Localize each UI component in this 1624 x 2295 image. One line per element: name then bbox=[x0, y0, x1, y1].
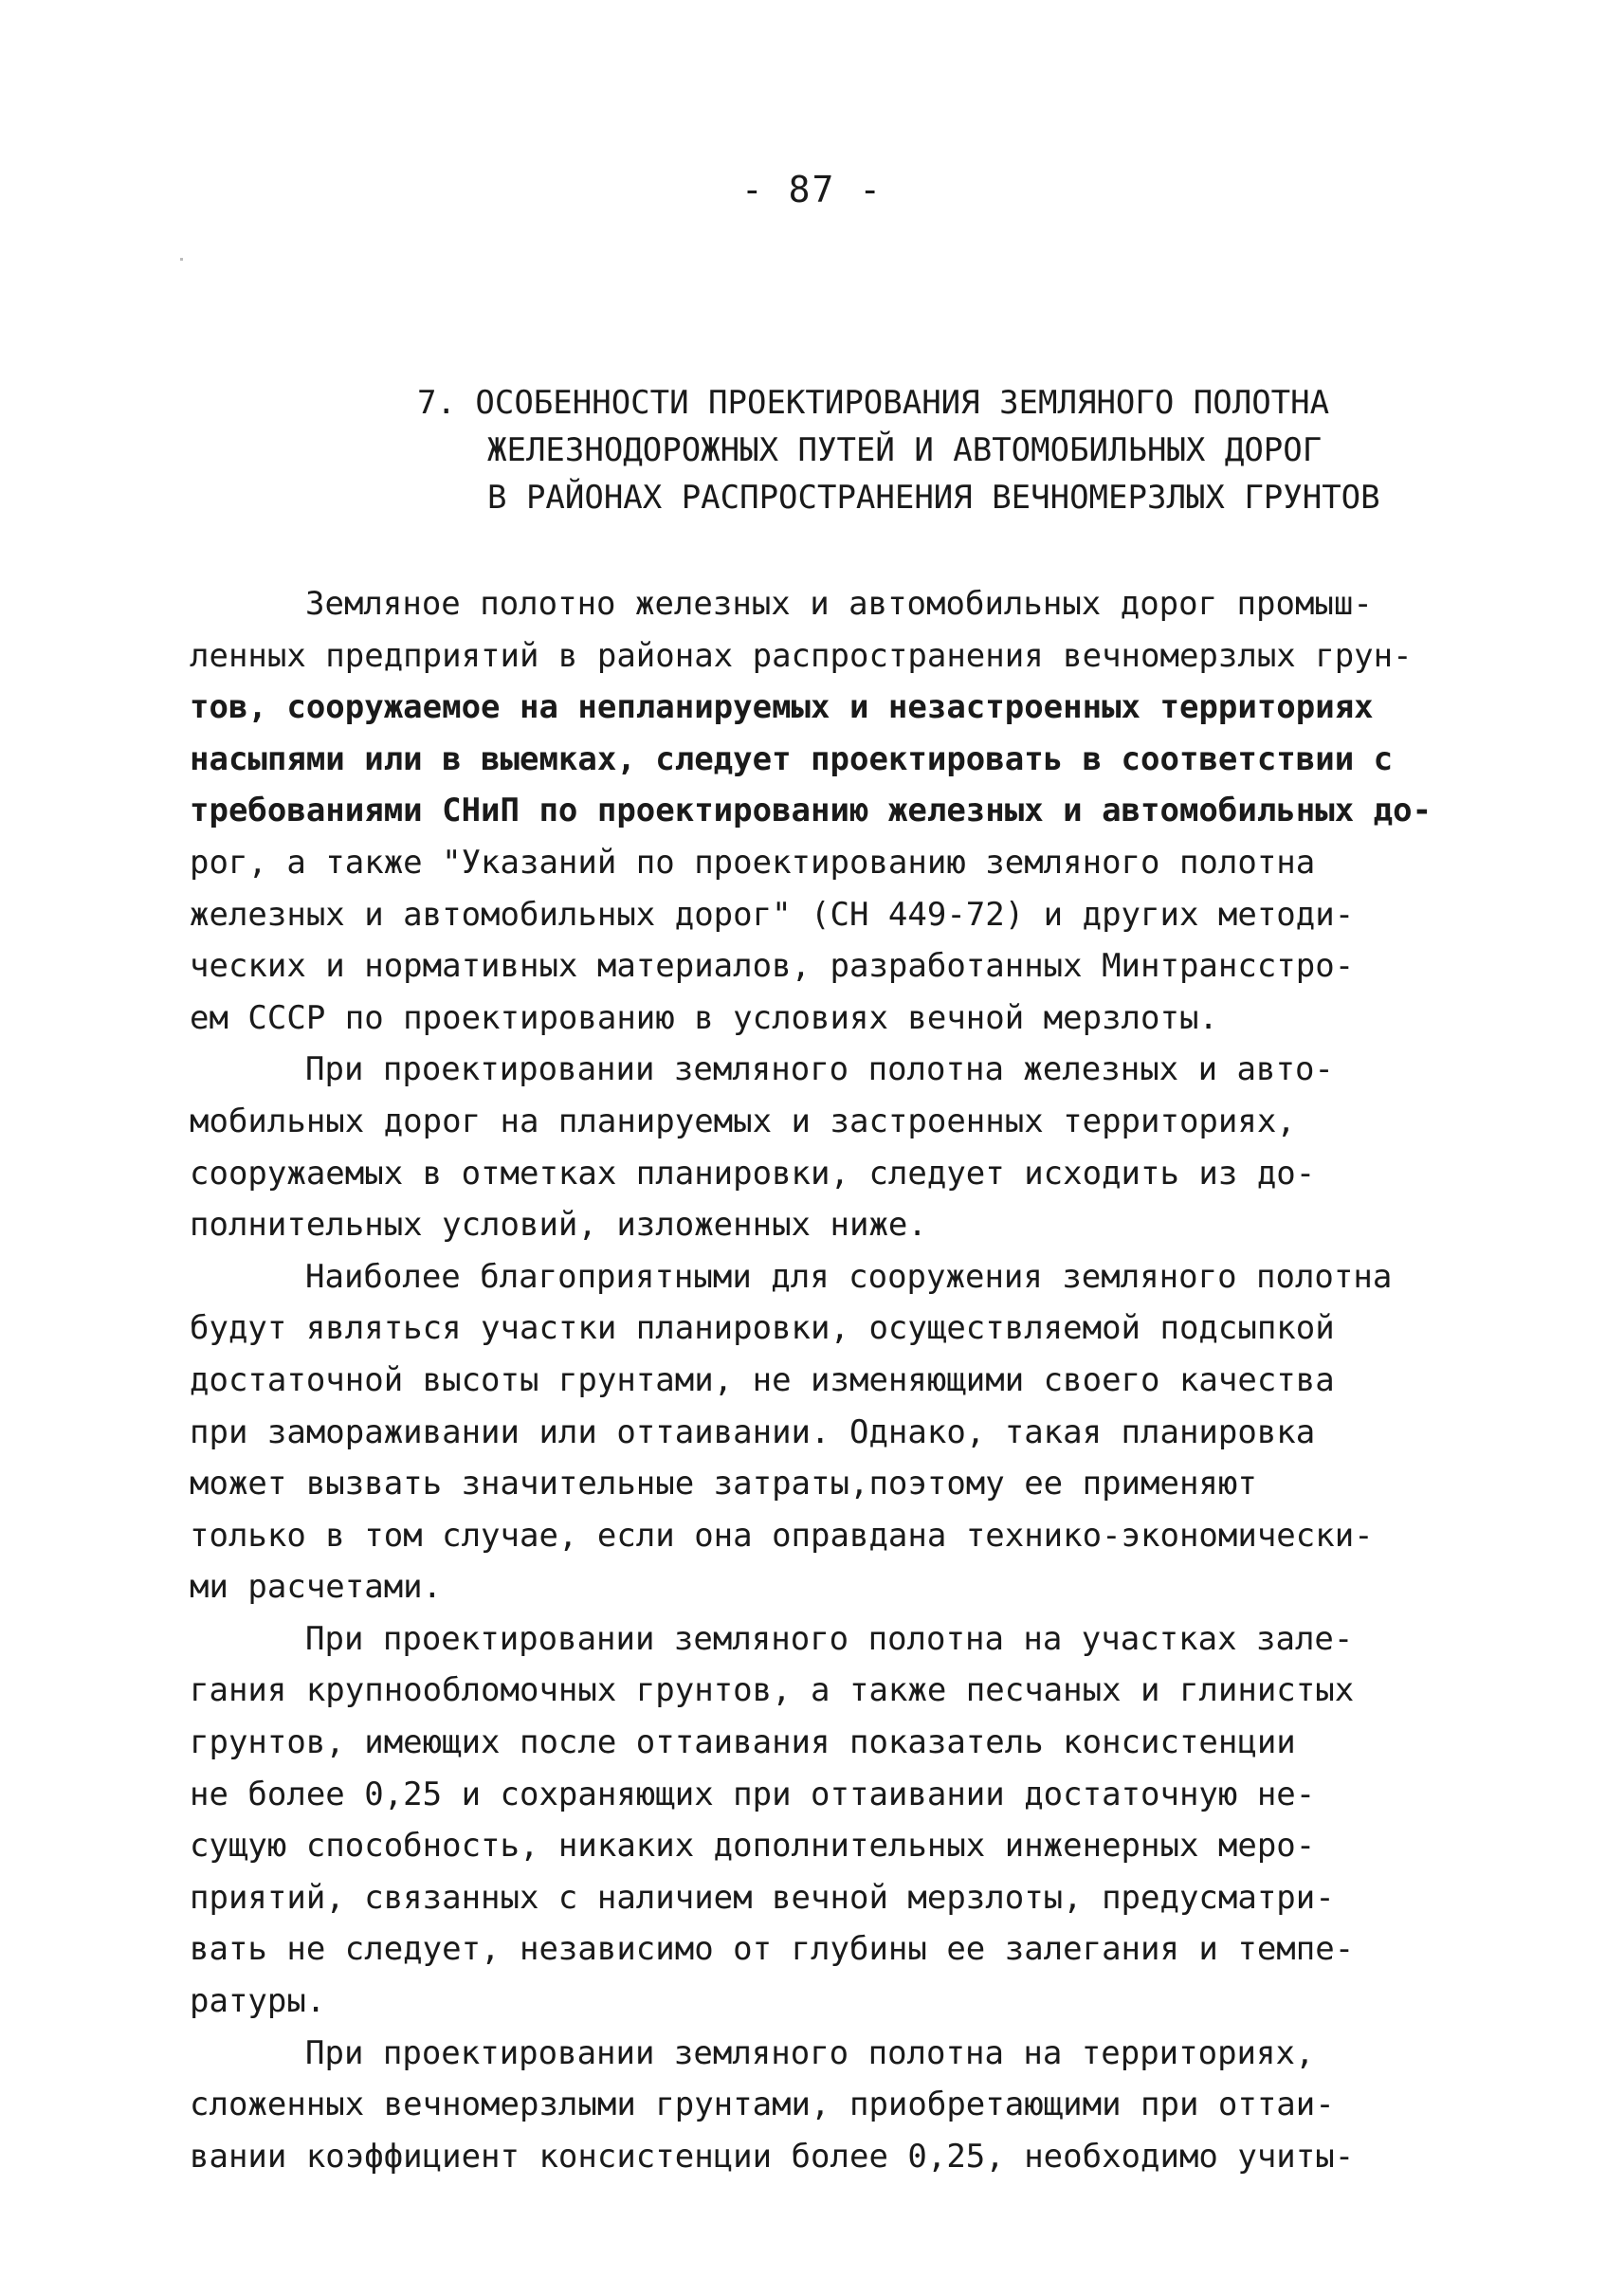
paragraph bbox=[190, 2028, 1479, 2183]
text-line: требованиями СНиП по проектированию железных и автомобильных до- bbox=[190, 792, 1432, 830]
text-line: только в том случае, если она оправдана технико-экономически- bbox=[190, 1516, 1374, 1555]
text-line: Наиболее благоприятными для сооружения земляного полотна bbox=[305, 1257, 1393, 1296]
text-line: сложенных вечномерзлыми грунтами, приобретающими при оттаи- bbox=[190, 2086, 1335, 2124]
text-line: может вызвать значительные затраты,поэтому ее применяют bbox=[190, 1465, 1257, 1503]
text-line: будут являться участки планировки, осуществляемой подсыпкой bbox=[190, 1309, 1335, 1348]
heading-line: 7. ОСОБЕННОСТИ ПРОЕКТИРОВАНИЯ ЗЕМЛЯНОГО ПОЛОТНА bbox=[417, 384, 1330, 422]
text-line: Земляное полотно железных и автомобильных дорог промыш- bbox=[305, 585, 1373, 623]
text-line: гания крупнообломочных грунтов, а также песчаных и глинистых bbox=[190, 1671, 1355, 1710]
text-line: достаточной высоты грунтами, не изменяющими своего качества bbox=[190, 1360, 1335, 1399]
text-line: приятий, связанных с наличием вечной мерзлоты, предусматри- bbox=[190, 1878, 1335, 1917]
text-line: железных и автомобильных дорог" (СН 449-72) и других методи- bbox=[190, 895, 1355, 934]
text-line: При проектировании земляного полотна на территориях, bbox=[305, 2033, 1315, 2072]
text-line: ми расчетами. bbox=[190, 1568, 443, 1607]
body-text bbox=[190, 578, 1479, 2182]
paragraph bbox=[190, 1044, 1479, 1250]
text-line: ем СССР по проектированию в условиях вечной мерзлоты. bbox=[190, 998, 1218, 1037]
text-line: насыпями или в выемках, следует проектировать в соответствии с bbox=[190, 739, 1394, 778]
text-line: При проектировании земляного полотна железных и авто- bbox=[305, 1050, 1334, 1089]
paragraph bbox=[190, 578, 1479, 1044]
text-line: грунтов, имеющих после оттаивания показатель консистенции bbox=[190, 1723, 1296, 1762]
text-line: при замораживании или оттаивании. Однако, такая планировка bbox=[190, 1412, 1316, 1451]
text-line: вать не следует, независимо от глубины ее залегания и темпе- bbox=[190, 1930, 1355, 1969]
text-line: При проектировании земляного полотна на участках зале- bbox=[305, 1619, 1354, 1658]
text-line: сооружаемых в отметках планировки, следует исходить из до- bbox=[190, 1154, 1316, 1193]
text-line: мобильных дорог на планируемых и застроенных территориях, bbox=[190, 1102, 1296, 1140]
paragraph bbox=[190, 1613, 1479, 2028]
text-line: вании коэффициент консистенции более 0,25, необходимо учиты- bbox=[190, 2137, 1355, 2176]
text-line: не более 0,25 и сохраняющих при оттаивании достаточную не- bbox=[190, 1775, 1316, 1813]
text-line: рог, а также "Указаний по проектированию земляного полотна bbox=[190, 843, 1316, 882]
text-line: ратуры. bbox=[190, 1982, 326, 2021]
section-heading bbox=[417, 379, 1488, 521]
text-line: полнительных условий, изложенных ниже. bbox=[190, 1206, 927, 1245]
scan-speck bbox=[180, 258, 183, 261]
heading-line: В РАЙОНАХ РАСПРОСТРАНЕНИЯ ВЕЧНОМЕРЗЛЫХ ГРУНТОВ bbox=[487, 479, 1380, 517]
page-number: - 87 - bbox=[740, 169, 884, 210]
heading-line: ЖЕЛЕЗНОДОРОЖНЫХ ПУТЕЙ И АВТОМОБИЛЬНЫХ ДОРОГ bbox=[487, 431, 1323, 469]
text-line: сущую способность, никаких дополнительных инженерных меро- bbox=[190, 1827, 1316, 1866]
text-line: тов, сооружаемое на непланируемых и незастроенных территориях bbox=[190, 688, 1374, 727]
paragraph bbox=[190, 1251, 1479, 1613]
text-line: ленных предприятий в районах распространения вечномерзлых грун- bbox=[190, 636, 1413, 675]
text-line: ческих и нормативных материалов, разработанных Минтрансстро- bbox=[190, 947, 1355, 986]
